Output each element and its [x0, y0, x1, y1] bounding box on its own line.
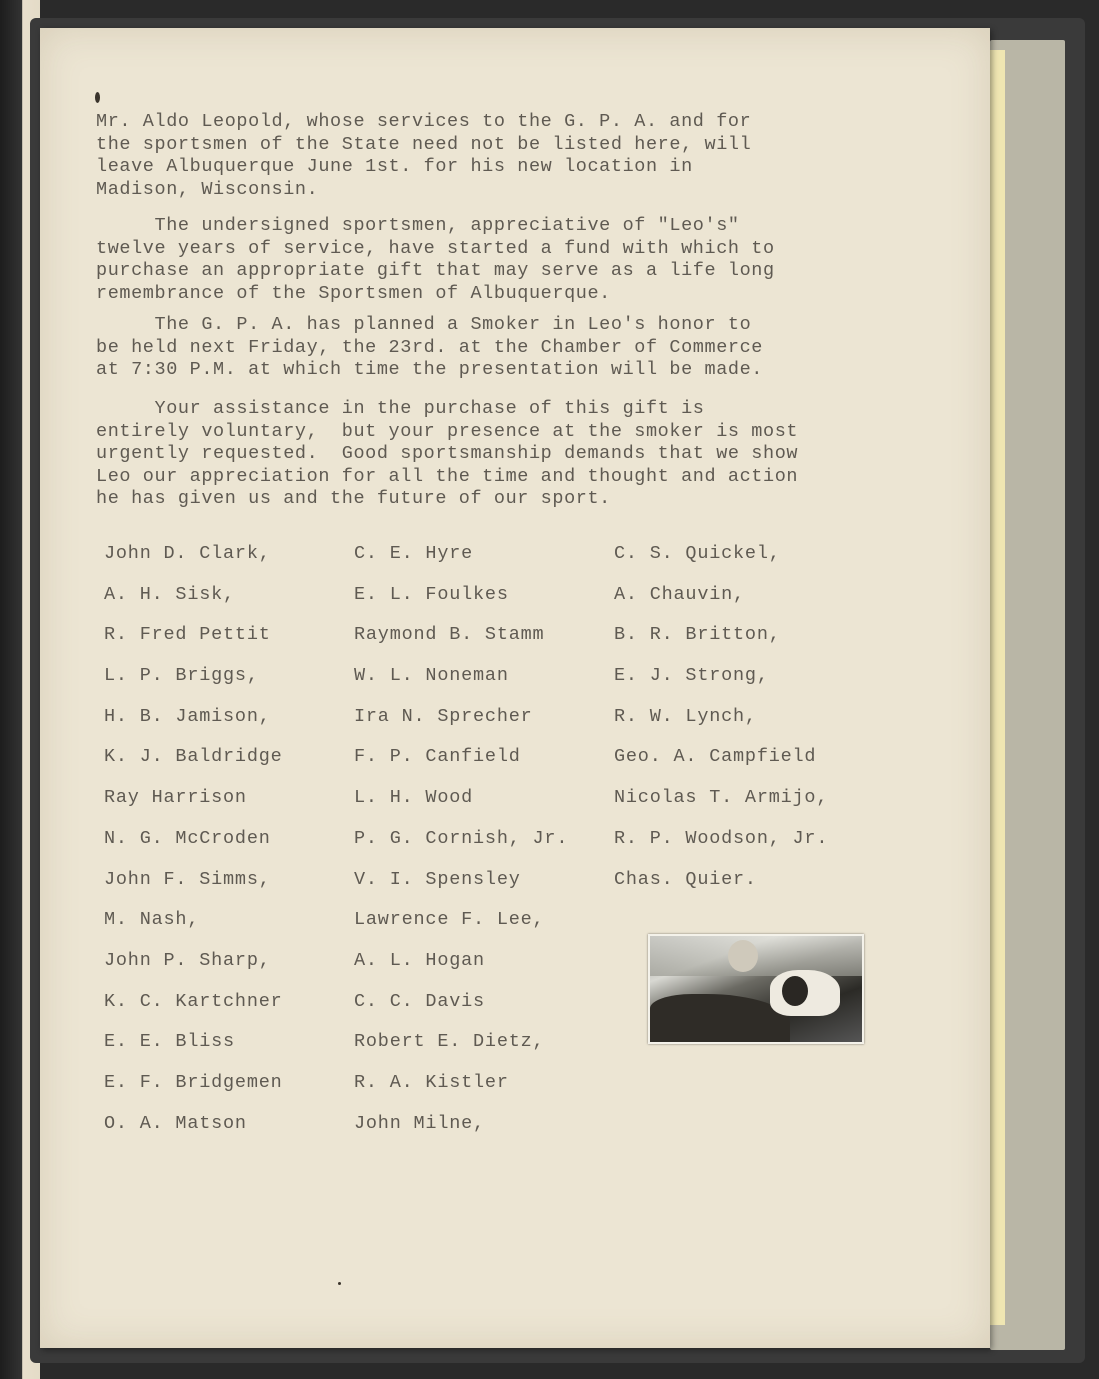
paragraph-fund: The undersigned sportsmen, appreciative of "Leo's" twelve years of service, have started a fund with which to purchase an appropriate gift that may serve as a life long remembrance of the Sportsmen of Albuquerque. — [96, 215, 775, 304]
paragraph-request: Your assistance in the purchase of this gift is entirely voluntary, but your presence at the smoker is most urgently requested. Good sportsmanship demands that we show Leo our appreciation for all the time and thought and action he has given us and the future of our sport. — [96, 398, 799, 509]
signature-name: K. C. Kartchner — [104, 990, 283, 1012]
signature-name: R. W. Lynch, — [614, 705, 757, 727]
signature-name: B. R. Britton, — [614, 624, 781, 646]
paragraph-smoker: The G. P. A. has planned a Smoker in Leo's honor to be held next Friday, the 23rd. at the Chamber of Commerce at 7:30 P.M. at which time the presentation will be made. — [96, 314, 764, 380]
signature-name: Lawrence F. Lee, — [354, 909, 545, 931]
signature-name: Chas. Quier. — [614, 868, 757, 890]
signature-name: P. G. Cornish, Jr. — [354, 827, 569, 849]
signature-name: John D. Clark, — [104, 543, 271, 564]
signature-name: F. P. Canfield — [354, 746, 521, 768]
signature-column-1 — [104, 543, 283, 1153]
signature-name: Nicolas T. Armijo, — [614, 787, 829, 809]
signature-name: H. B. Jamison, — [104, 705, 271, 727]
signature-name: A. H. Sisk, — [104, 583, 235, 605]
signature-column-2 — [354, 543, 568, 1153]
signature-name: C. E. Hyre — [354, 543, 474, 564]
signature-name: E. E. Bliss — [104, 1031, 235, 1053]
signature-name: E. L. Foulkes — [354, 583, 509, 605]
signature-name: L. P. Briggs, — [104, 665, 259, 687]
signature-name: John F. Simms, — [104, 868, 271, 890]
signature-name: E. J. Strong, — [614, 665, 769, 687]
signature-name: W. L. Noneman — [354, 665, 509, 687]
typed-letter-page — [40, 28, 990, 1348]
signature-name: A. Chauvin, — [614, 583, 745, 605]
signature-name: C. C. Davis — [354, 990, 485, 1012]
signature-name: R. P. Woodson, Jr. — [614, 827, 829, 849]
signature-name: John Milne, — [354, 1112, 485, 1134]
signature-name: Robert E. Dietz, — [354, 1031, 545, 1053]
signature-name: K. J. Baldridge — [104, 746, 283, 768]
signature-name: M. Nash, — [104, 909, 200, 931]
paragraph-announcement: Mr. Aldo Leopold, whose services to the G. P. A. and for the sportsmen of the State need not be listed here, will leave Albuquerque June 1st. for his new location in Madison, Wisconsin. — [96, 111, 752, 200]
photo-ground — [650, 994, 790, 1042]
signature-name: Ira N. Sprecher — [354, 705, 533, 727]
signature-name: L. H. Wood — [354, 787, 474, 809]
photo-dog-spot — [782, 976, 808, 1006]
signature-name: O. A. Matson — [104, 1112, 247, 1134]
ink-dot — [338, 1282, 341, 1285]
photo-man-with-dog — [648, 934, 864, 1044]
signature-name: Geo. A. Campfield — [614, 746, 817, 768]
signature-name: R. Fred Pettit — [104, 624, 271, 646]
signature-name: Ray Harrison — [104, 787, 247, 809]
signature-name: E. F. Bridgemen — [104, 1071, 283, 1093]
signature-column-3 — [614, 543, 828, 909]
signature-name: Raymond B. Stamm — [354, 624, 545, 646]
ink-dot — [95, 92, 100, 103]
signature-name: John P. Sharp, — [104, 949, 271, 971]
photo-person — [728, 940, 758, 972]
signature-name: R. A. Kistler — [354, 1071, 509, 1093]
signature-name: C. S. Quickel, — [614, 543, 781, 564]
signature-name: V. I. Spensley — [354, 868, 521, 890]
signature-name: A. L. Hogan — [354, 949, 485, 971]
signature-name: N. G. McCroden — [104, 827, 271, 849]
